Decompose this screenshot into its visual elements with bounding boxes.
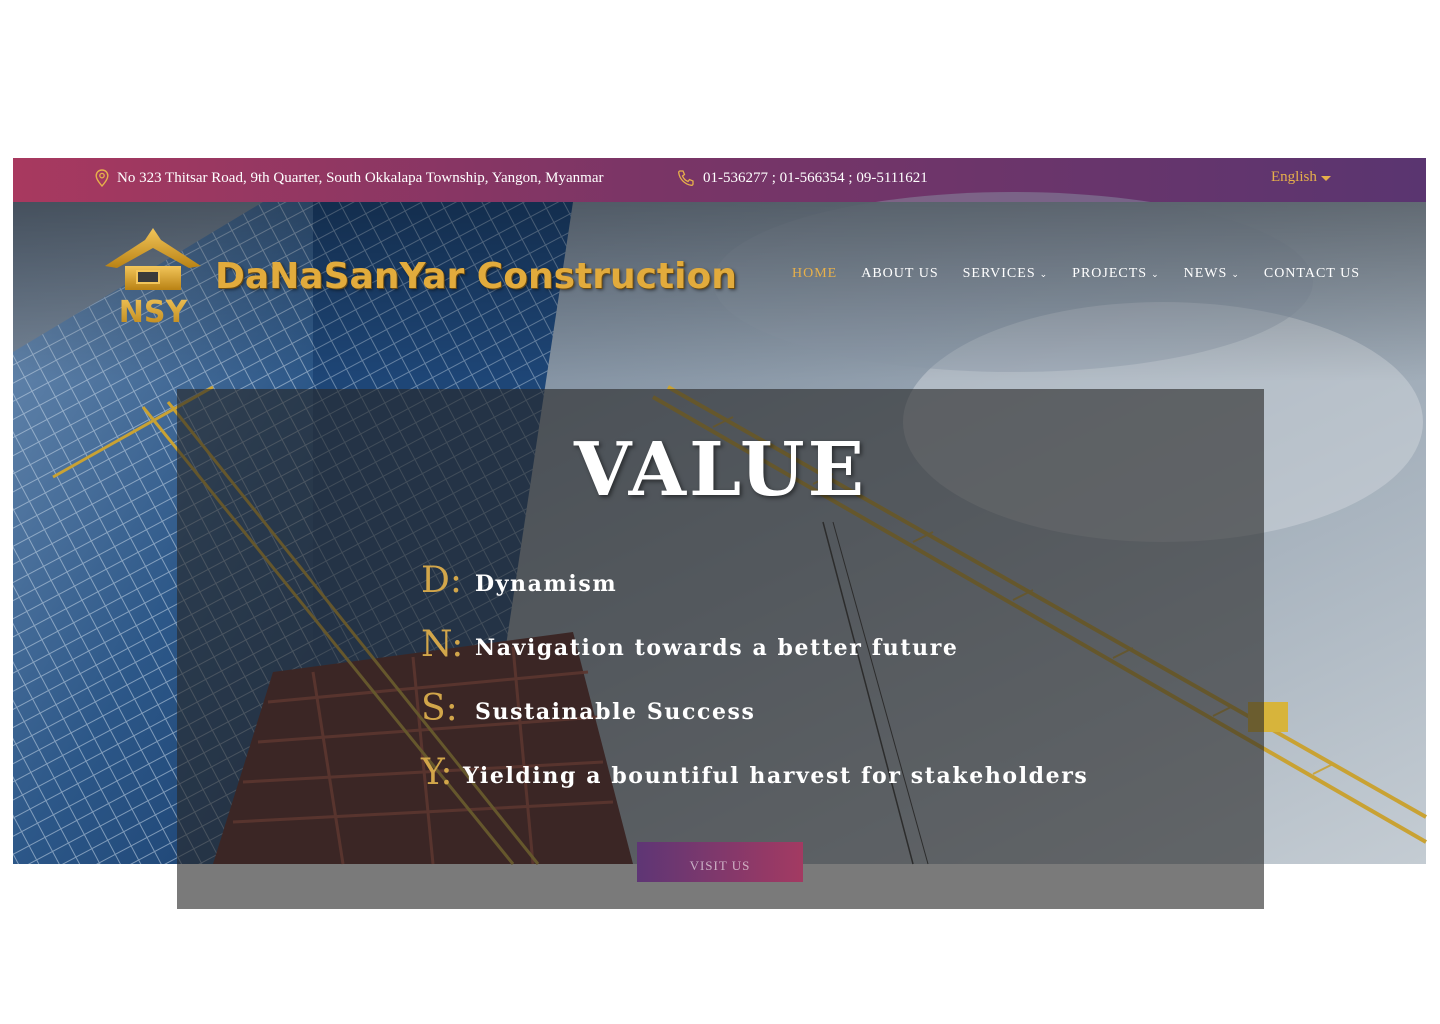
visit-us-button[interactable]: VISIT US	[637, 842, 803, 882]
language-label: English	[1271, 169, 1317, 185]
value-text: Dynamism	[475, 571, 618, 597]
chevron-down-icon: ⌄	[1151, 268, 1160, 279]
nav-news[interactable]	[1184, 266, 1240, 282]
nav-contact-us[interactable]	[1264, 266, 1360, 282]
nav-home-label: HOME	[792, 266, 838, 281]
value-item	[421, 537, 1088, 601]
value-text: Navigation towards a better future	[475, 635, 959, 661]
value-letter: S:	[421, 688, 458, 729]
hero-overlay-card	[177, 389, 1264, 909]
nav-about-us-label: ABOUT US	[861, 266, 939, 281]
brand-logo[interactable]	[101, 226, 737, 330]
values-list	[421, 537, 1088, 793]
logo-initials: NSY	[118, 295, 188, 330]
value-item	[421, 665, 1088, 729]
chevron-down-icon: ⌄	[1039, 268, 1049, 279]
address-block	[95, 169, 604, 187]
nav-projects-label: PROJECTS	[1072, 266, 1148, 281]
nav-projects[interactable]	[1072, 266, 1159, 282]
top-info-bar	[13, 158, 1426, 202]
main-nav	[792, 266, 1384, 282]
hero-section	[13, 202, 1426, 873]
value-letter: D:	[421, 560, 462, 601]
hero-headline: VALUE	[573, 427, 867, 513]
browser-viewport	[13, 158, 1426, 873]
nav-services[interactable]	[963, 266, 1049, 282]
value-text: Yielding a bountiful harvest for stakeholders	[463, 763, 1089, 789]
language-dropdown[interactable]	[1271, 169, 1331, 186]
house-logo-icon	[101, 226, 205, 330]
nav-contact-us-label: CONTACT US	[1263, 266, 1360, 281]
chevron-down-icon: ⌄	[1231, 268, 1240, 279]
nav-home[interactable]	[792, 266, 837, 282]
value-item	[421, 601, 1088, 665]
map-pin-icon	[95, 169, 109, 187]
phone-text: 01-536277 ; 01-566354 ; 09-5111621	[703, 169, 928, 186]
value-letter: Y:	[421, 752, 453, 793]
address-text: No 323 Thitsar Road, 9th Quarter, South Okkalapa Township, Yangon, Myanmar	[117, 169, 604, 186]
value-text: Sustainable Success	[475, 699, 756, 725]
caret-down-icon	[1321, 176, 1331, 181]
nav-news-label: NEWS	[1183, 266, 1228, 281]
nav-services-label: SERVICES	[962, 266, 1036, 281]
phone-icon	[677, 169, 695, 187]
phone-block	[677, 169, 928, 187]
value-item	[421, 729, 1088, 793]
value-letter: N:	[421, 624, 464, 665]
brand-name: DaNaSanYar Construction	[215, 256, 737, 297]
nav-about-us[interactable]	[861, 266, 938, 282]
